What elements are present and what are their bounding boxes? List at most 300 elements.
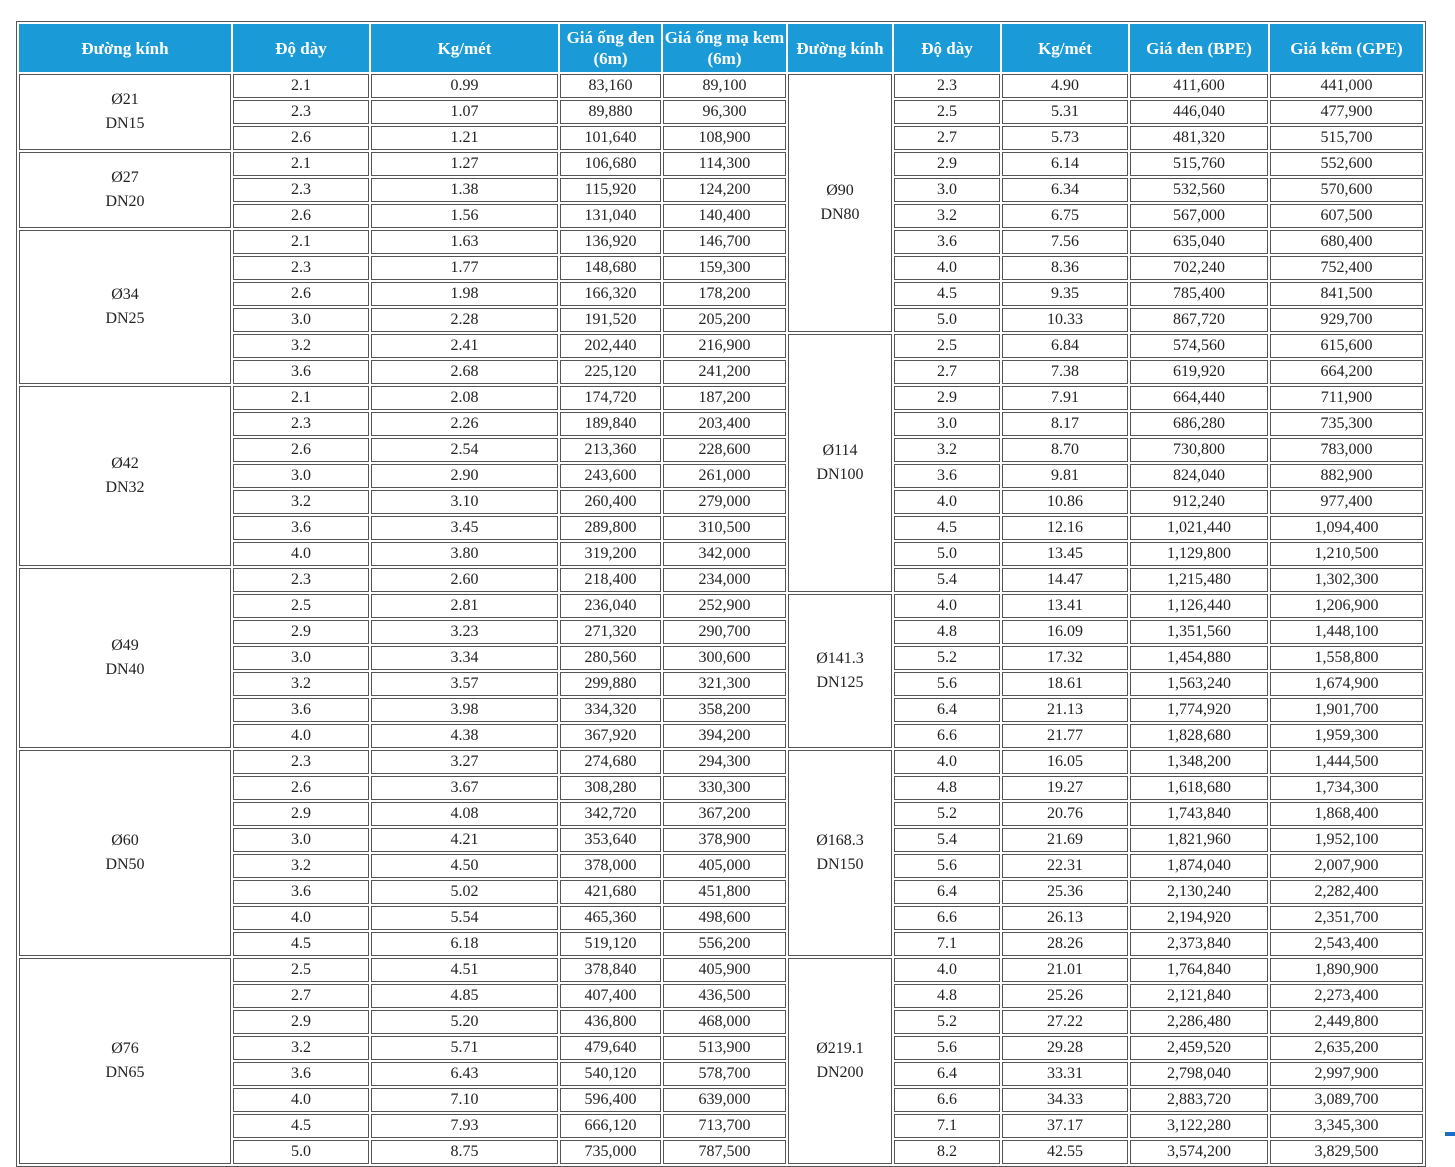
- right-thickness-cell: 4.0: [894, 490, 1000, 514]
- right-galvanized-price-cell: 882,900: [1270, 464, 1423, 488]
- right-thickness-cell: 3.0: [894, 412, 1000, 436]
- left-galvanized-price-cell: 89,100: [663, 74, 786, 98]
- right-kg-per-meter-cell: 25.26: [1002, 984, 1128, 1008]
- col-header-thickness-right: Độ dày: [894, 24, 1000, 72]
- left-thickness-cell: 3.0: [233, 464, 369, 488]
- left-diameter-group: [19, 152, 231, 228]
- left-black-price-cell: 115,920: [560, 178, 661, 202]
- right-galvanized-price-cell: 1,674,900: [1270, 672, 1423, 696]
- left-thickness-cell: 3.2: [233, 334, 369, 358]
- diameter-label: Ø168.3: [816, 832, 864, 849]
- right-galvanized-price-cell: 570,600: [1270, 178, 1423, 202]
- left-galvanized-price-cell: 294,300: [663, 750, 786, 774]
- right-galvanized-price-cell: 1,734,300: [1270, 776, 1423, 800]
- dn-label: DN200: [816, 1064, 864, 1081]
- right-thickness-cell: 4.0: [894, 594, 1000, 618]
- left-galvanized-price-cell: 124,200: [663, 178, 786, 202]
- left-kg-per-meter-cell: 3.67: [371, 776, 558, 800]
- left-black-price-cell: 191,520: [560, 308, 661, 332]
- right-kg-per-meter-cell: 8.17: [1002, 412, 1128, 436]
- left-galvanized-price-cell: 367,200: [663, 802, 786, 826]
- right-kg-per-meter-cell: 6.14: [1002, 152, 1128, 176]
- right-black-price-cell: 1,454,880: [1130, 646, 1268, 670]
- right-galvanized-price-cell: 477,900: [1270, 100, 1423, 124]
- left-thickness-cell: 2.3: [233, 100, 369, 124]
- left-black-price-cell: 342,720: [560, 802, 661, 826]
- right-kg-per-meter-cell: 21.13: [1002, 698, 1128, 722]
- right-black-price-cell: 635,040: [1130, 230, 1268, 254]
- left-galvanized-price-cell: 279,000: [663, 490, 786, 514]
- left-diameter-group: [19, 750, 231, 956]
- right-thickness-cell: 4.8: [894, 620, 1000, 644]
- diameter-label: Ø49: [111, 637, 139, 654]
- right-kg-per-meter-cell: 16.05: [1002, 750, 1128, 774]
- left-galvanized-price-cell: 451,800: [663, 880, 786, 904]
- table-body: [19, 74, 1423, 1164]
- left-kg-per-meter-cell: 1.56: [371, 204, 558, 228]
- left-kg-per-meter-cell: 1.21: [371, 126, 558, 150]
- right-kg-per-meter-cell: 37.17: [1002, 1114, 1128, 1138]
- right-galvanized-price-cell: 2,543,400: [1270, 932, 1423, 956]
- dn-label: DN32: [105, 479, 145, 496]
- right-kg-per-meter-cell: 27.22: [1002, 1010, 1128, 1034]
- right-black-price-cell: 686,280: [1130, 412, 1268, 436]
- right-kg-per-meter-cell: 5.31: [1002, 100, 1128, 124]
- right-galvanized-price-cell: 1,868,400: [1270, 802, 1423, 826]
- right-kg-per-meter-cell: 42.55: [1002, 1140, 1128, 1164]
- right-thickness-cell: 8.2: [894, 1140, 1000, 1164]
- right-galvanized-price-cell: 1,952,100: [1270, 828, 1423, 852]
- right-kg-per-meter-cell: 33.31: [1002, 1062, 1128, 1086]
- col-header-zinc-price-gpe: Giá kẽm (GPE): [1270, 24, 1423, 72]
- right-kg-per-meter-cell: 13.41: [1002, 594, 1128, 618]
- left-galvanized-price-cell: 159,300: [663, 256, 786, 280]
- right-galvanized-price-cell: 1,959,300: [1270, 724, 1423, 748]
- right-galvanized-price-cell: 1,302,300: [1270, 568, 1423, 592]
- right-galvanized-price-cell: 664,200: [1270, 360, 1423, 384]
- right-kg-per-meter-cell: 21.77: [1002, 724, 1128, 748]
- left-thickness-cell: 3.6: [233, 880, 369, 904]
- right-galvanized-price-cell: 1,210,500: [1270, 542, 1423, 566]
- left-thickness-cell: 2.3: [233, 412, 369, 436]
- right-galvanized-price-cell: 680,400: [1270, 230, 1423, 254]
- left-thickness-cell: 2.7: [233, 984, 369, 1008]
- right-black-price-cell: 446,040: [1130, 100, 1268, 124]
- right-kg-per-meter-cell: 9.35: [1002, 282, 1128, 306]
- right-black-price-cell: 515,760: [1130, 152, 1268, 176]
- left-kg-per-meter-cell: 1.27: [371, 152, 558, 176]
- right-galvanized-price-cell: 3,829,500: [1270, 1140, 1423, 1164]
- right-galvanized-price-cell: 783,000: [1270, 438, 1423, 462]
- left-thickness-cell: 4.0: [233, 542, 369, 566]
- right-kg-per-meter-cell: 22.31: [1002, 854, 1128, 878]
- right-thickness-cell: 5.2: [894, 802, 1000, 826]
- left-kg-per-meter-cell: 2.41: [371, 334, 558, 358]
- right-galvanized-price-cell: 615,600: [1270, 334, 1423, 358]
- table-row: [19, 568, 1423, 592]
- left-thickness-cell: 2.6: [233, 204, 369, 228]
- left-black-price-cell: 260,400: [560, 490, 661, 514]
- left-thickness-cell: 3.6: [233, 698, 369, 722]
- left-thickness-cell: 2.6: [233, 776, 369, 800]
- right-black-price-cell: 1,618,680: [1130, 776, 1268, 800]
- left-thickness-cell: 3.6: [233, 1062, 369, 1086]
- right-kg-per-meter-cell: 8.36: [1002, 256, 1128, 280]
- left-thickness-cell: 2.1: [233, 152, 369, 176]
- left-black-price-cell: 299,880: [560, 672, 661, 696]
- right-black-price-cell: 730,800: [1130, 438, 1268, 462]
- left-galvanized-price-cell: 241,200: [663, 360, 786, 384]
- left-diameter-group: [19, 74, 231, 150]
- left-thickness-cell: 2.3: [233, 256, 369, 280]
- left-galvanized-price-cell: 436,500: [663, 984, 786, 1008]
- left-black-price-cell: 308,280: [560, 776, 661, 800]
- right-galvanized-price-cell: 1,448,100: [1270, 620, 1423, 644]
- right-thickness-cell: 3.6: [894, 230, 1000, 254]
- right-galvanized-price-cell: 711,900: [1270, 386, 1423, 410]
- right-galvanized-price-cell: 2,007,900: [1270, 854, 1423, 878]
- right-black-price-cell: 824,040: [1130, 464, 1268, 488]
- left-black-price-cell: 274,680: [560, 750, 661, 774]
- left-thickness-cell: 2.9: [233, 802, 369, 826]
- left-black-price-cell: 166,320: [560, 282, 661, 306]
- right-galvanized-price-cell: 1,206,900: [1270, 594, 1423, 618]
- right-kg-per-meter-cell: 18.61: [1002, 672, 1128, 696]
- right-black-price-cell: 1,563,240: [1130, 672, 1268, 696]
- left-thickness-cell: 3.0: [233, 646, 369, 670]
- left-kg-per-meter-cell: 3.10: [371, 490, 558, 514]
- left-galvanized-price-cell: 114,300: [663, 152, 786, 176]
- dn-label: DN40: [105, 661, 145, 678]
- left-thickness-cell: 2.6: [233, 438, 369, 462]
- left-thickness-cell: 2.3: [233, 568, 369, 592]
- left-thickness-cell: 3.2: [233, 672, 369, 696]
- right-black-price-cell: 2,459,520: [1130, 1036, 1268, 1060]
- diameter-label: Ø21: [111, 91, 139, 108]
- left-kg-per-meter-cell: 2.08: [371, 386, 558, 410]
- right-black-price-cell: 785,400: [1130, 282, 1268, 306]
- left-black-price-cell: 378,000: [560, 854, 661, 878]
- left-kg-per-meter-cell: 6.18: [371, 932, 558, 956]
- right-kg-per-meter-cell: 6.34: [1002, 178, 1128, 202]
- left-thickness-cell: 3.6: [233, 360, 369, 384]
- right-kg-per-meter-cell: 29.28: [1002, 1036, 1128, 1060]
- left-black-price-cell: 666,120: [560, 1114, 661, 1138]
- right-thickness-cell: 4.0: [894, 958, 1000, 982]
- left-thickness-cell: 4.5: [233, 1114, 369, 1138]
- right-thickness-cell: 2.7: [894, 360, 1000, 384]
- col-header-black-price-bpe: Giá đen (BPE): [1130, 24, 1268, 72]
- right-thickness-cell: 2.5: [894, 100, 1000, 124]
- right-black-price-cell: 1,351,560: [1130, 620, 1268, 644]
- right-thickness-cell: 2.3: [894, 74, 1000, 98]
- left-thickness-cell: 3.6: [233, 516, 369, 540]
- right-black-price-cell: 481,320: [1130, 126, 1268, 150]
- right-galvanized-price-cell: 2,273,400: [1270, 984, 1423, 1008]
- right-galvanized-price-cell: 3,089,700: [1270, 1088, 1423, 1112]
- right-thickness-cell: 2.9: [894, 152, 1000, 176]
- left-galvanized-price-cell: 468,000: [663, 1010, 786, 1034]
- left-galvanized-price-cell: 252,900: [663, 594, 786, 618]
- left-black-price-cell: 421,680: [560, 880, 661, 904]
- right-black-price-cell: 2,286,480: [1130, 1010, 1268, 1034]
- right-black-price-cell: 1,126,440: [1130, 594, 1268, 618]
- steel-pipe-price-table: [16, 21, 1426, 1167]
- left-kg-per-meter-cell: 3.27: [371, 750, 558, 774]
- right-black-price-cell: 3,122,280: [1130, 1114, 1268, 1138]
- dn-label: DN125: [816, 674, 864, 691]
- left-galvanized-price-cell: 310,500: [663, 516, 786, 540]
- right-kg-per-meter-cell: 6.84: [1002, 334, 1128, 358]
- left-kg-per-meter-cell: 2.54: [371, 438, 558, 462]
- right-thickness-cell: 3.2: [894, 204, 1000, 228]
- left-galvanized-price-cell: 358,200: [663, 698, 786, 722]
- left-thickness-cell: 2.6: [233, 282, 369, 306]
- right-thickness-cell: 4.0: [894, 750, 1000, 774]
- left-black-price-cell: 519,120: [560, 932, 661, 956]
- left-black-price-cell: 174,720: [560, 386, 661, 410]
- left-galvanized-price-cell: 342,000: [663, 542, 786, 566]
- left-thickness-cell: 4.0: [233, 724, 369, 748]
- right-thickness-cell: 6.4: [894, 698, 1000, 722]
- right-thickness-cell: 4.0: [894, 256, 1000, 280]
- right-kg-per-meter-cell: 7.56: [1002, 230, 1128, 254]
- right-thickness-cell: 5.0: [894, 308, 1000, 332]
- right-black-price-cell: 1,215,480: [1130, 568, 1268, 592]
- col-header-black-pipe-price: Giá ống đen (6m): [560, 24, 661, 72]
- dn-label: DN80: [820, 206, 860, 223]
- right-galvanized-price-cell: 1,901,700: [1270, 698, 1423, 722]
- left-black-price-cell: 334,320: [560, 698, 661, 722]
- left-thickness-cell: 2.5: [233, 958, 369, 982]
- left-kg-per-meter-cell: 3.23: [371, 620, 558, 644]
- left-diameter-group: [19, 568, 231, 748]
- left-kg-per-meter-cell: 1.98: [371, 282, 558, 306]
- right-galvanized-price-cell: 752,400: [1270, 256, 1423, 280]
- right-thickness-cell: 6.6: [894, 1088, 1000, 1112]
- left-thickness-cell: 2.3: [233, 178, 369, 202]
- left-galvanized-price-cell: 578,700: [663, 1062, 786, 1086]
- right-thickness-cell: 6.6: [894, 724, 1000, 748]
- table-row: [19, 750, 1423, 774]
- left-kg-per-meter-cell: 1.38: [371, 178, 558, 202]
- right-diameter-group: [788, 958, 892, 1164]
- left-galvanized-price-cell: 261,000: [663, 464, 786, 488]
- left-black-price-cell: 218,400: [560, 568, 661, 592]
- left-black-price-cell: 367,920: [560, 724, 661, 748]
- table-row: [19, 386, 1423, 410]
- left-kg-per-meter-cell: 4.51: [371, 958, 558, 982]
- left-thickness-cell: 2.1: [233, 386, 369, 410]
- left-black-price-cell: 735,000: [560, 1140, 661, 1164]
- left-galvanized-price-cell: 228,600: [663, 438, 786, 462]
- left-kg-per-meter-cell: 2.81: [371, 594, 558, 618]
- right-thickness-cell: 7.1: [894, 932, 1000, 956]
- col-header-diameter-right: Đường kính: [788, 24, 892, 72]
- right-black-price-cell: 1,764,840: [1130, 958, 1268, 982]
- right-kg-per-meter-cell: 20.76: [1002, 802, 1128, 826]
- left-thickness-cell: 2.5: [233, 594, 369, 618]
- left-black-price-cell: 213,360: [560, 438, 661, 462]
- col-header-thickness: Độ dày: [233, 24, 369, 72]
- left-kg-per-meter-cell: 3.45: [371, 516, 558, 540]
- right-thickness-cell: 5.2: [894, 1010, 1000, 1034]
- right-black-price-cell: 664,440: [1130, 386, 1268, 410]
- right-thickness-cell: 6.4: [894, 1062, 1000, 1086]
- left-kg-per-meter-cell: 7.93: [371, 1114, 558, 1138]
- right-black-price-cell: 411,600: [1130, 74, 1268, 98]
- right-black-price-cell: 912,240: [1130, 490, 1268, 514]
- right-black-price-cell: 1,774,920: [1130, 698, 1268, 722]
- scroll-corner-marker: [1445, 1132, 1455, 1136]
- left-black-price-cell: 271,320: [560, 620, 661, 644]
- left-kg-per-meter-cell: 0.99: [371, 74, 558, 98]
- right-galvanized-price-cell: 2,635,200: [1270, 1036, 1423, 1060]
- left-kg-per-meter-cell: 5.71: [371, 1036, 558, 1060]
- right-black-price-cell: 1,828,680: [1130, 724, 1268, 748]
- diameter-label: Ø219.1: [816, 1040, 864, 1057]
- right-galvanized-price-cell: 441,000: [1270, 74, 1423, 98]
- left-black-price-cell: 596,400: [560, 1088, 661, 1112]
- left-galvanized-price-cell: 300,600: [663, 646, 786, 670]
- left-black-price-cell: 148,680: [560, 256, 661, 280]
- right-thickness-cell: 3.6: [894, 464, 1000, 488]
- dn-label: DN50: [105, 856, 145, 873]
- left-thickness-cell: 4.0: [233, 906, 369, 930]
- left-galvanized-price-cell: 203,400: [663, 412, 786, 436]
- left-thickness-cell: 2.1: [233, 230, 369, 254]
- left-galvanized-price-cell: 378,900: [663, 828, 786, 852]
- right-thickness-cell: 3.0: [894, 178, 1000, 202]
- left-black-price-cell: 106,680: [560, 152, 661, 176]
- left-kg-per-meter-cell: 3.34: [371, 646, 558, 670]
- left-diameter-group: [19, 386, 231, 566]
- left-black-price-cell: 407,400: [560, 984, 661, 1008]
- dn-label: DN25: [105, 310, 145, 327]
- dn-label: DN150: [816, 856, 864, 873]
- left-galvanized-price-cell: 205,200: [663, 308, 786, 332]
- right-kg-per-meter-cell: 6.75: [1002, 204, 1128, 228]
- left-galvanized-price-cell: 513,900: [663, 1036, 786, 1060]
- left-thickness-cell: 3.2: [233, 854, 369, 878]
- right-black-price-cell: 702,240: [1130, 256, 1268, 280]
- left-galvanized-price-cell: 713,700: [663, 1114, 786, 1138]
- left-thickness-cell: 3.2: [233, 490, 369, 514]
- left-kg-per-meter-cell: 5.20: [371, 1010, 558, 1034]
- right-diameter-group: [788, 750, 892, 956]
- left-black-price-cell: 202,440: [560, 334, 661, 358]
- left-kg-per-meter-cell: 1.77: [371, 256, 558, 280]
- diameter-label: Ø27: [111, 169, 139, 186]
- left-black-price-cell: 540,120: [560, 1062, 661, 1086]
- right-kg-per-meter-cell: 14.47: [1002, 568, 1128, 592]
- diameter-label: Ø114: [822, 442, 858, 459]
- right-thickness-cell: 4.8: [894, 776, 1000, 800]
- right-kg-per-meter-cell: 21.69: [1002, 828, 1128, 852]
- right-thickness-cell: 6.4: [894, 880, 1000, 904]
- left-black-price-cell: 136,920: [560, 230, 661, 254]
- left-kg-per-meter-cell: 4.85: [371, 984, 558, 1008]
- left-black-price-cell: 319,200: [560, 542, 661, 566]
- left-galvanized-price-cell: 140,400: [663, 204, 786, 228]
- right-galvanized-price-cell: 2,282,400: [1270, 880, 1423, 904]
- right-black-price-cell: 1,821,960: [1130, 828, 1268, 852]
- right-black-price-cell: 1,874,040: [1130, 854, 1268, 878]
- table-row: [19, 74, 1423, 98]
- right-black-price-cell: 619,920: [1130, 360, 1268, 384]
- right-kg-per-meter-cell: 8.70: [1002, 438, 1128, 462]
- right-galvanized-price-cell: 841,500: [1270, 282, 1423, 306]
- right-black-price-cell: 2,798,040: [1130, 1062, 1268, 1086]
- right-kg-per-meter-cell: 10.86: [1002, 490, 1128, 514]
- right-kg-per-meter-cell: 19.27: [1002, 776, 1128, 800]
- right-galvanized-price-cell: 2,351,700: [1270, 906, 1423, 930]
- col-header-kg-per-meter: Kg/mét: [371, 24, 558, 72]
- left-galvanized-price-cell: 556,200: [663, 932, 786, 956]
- left-kg-per-meter-cell: 8.75: [371, 1140, 558, 1164]
- dn-label: DN15: [105, 115, 145, 132]
- right-kg-per-meter-cell: 4.90: [1002, 74, 1128, 98]
- right-galvanized-price-cell: 1,558,800: [1270, 646, 1423, 670]
- left-kg-per-meter-cell: 7.10: [371, 1088, 558, 1112]
- right-black-price-cell: 567,000: [1130, 204, 1268, 228]
- right-galvanized-price-cell: 735,300: [1270, 412, 1423, 436]
- left-thickness-cell: 4.5: [233, 932, 369, 956]
- right-black-price-cell: 3,574,200: [1130, 1140, 1268, 1164]
- dn-label: DN20: [105, 193, 145, 210]
- right-thickness-cell: 7.1: [894, 1114, 1000, 1138]
- left-galvanized-price-cell: 216,900: [663, 334, 786, 358]
- left-kg-per-meter-cell: 4.21: [371, 828, 558, 852]
- left-galvanized-price-cell: 178,200: [663, 282, 786, 306]
- left-kg-per-meter-cell: 6.43: [371, 1062, 558, 1086]
- left-black-price-cell: 479,640: [560, 1036, 661, 1060]
- right-galvanized-price-cell: 1,890,900: [1270, 958, 1423, 982]
- right-thickness-cell: 5.4: [894, 568, 1000, 592]
- left-black-price-cell: 465,360: [560, 906, 661, 930]
- right-black-price-cell: 2,194,920: [1130, 906, 1268, 930]
- left-black-price-cell: 83,160: [560, 74, 661, 98]
- left-diameter-group: [19, 230, 231, 384]
- right-thickness-cell: 4.5: [894, 282, 1000, 306]
- table-row: [19, 958, 1423, 982]
- diameter-label: Ø90: [826, 182, 854, 199]
- diameter-label: Ø60: [111, 832, 139, 849]
- left-kg-per-meter-cell: 4.08: [371, 802, 558, 826]
- left-galvanized-price-cell: 187,200: [663, 386, 786, 410]
- left-galvanized-price-cell: 394,200: [663, 724, 786, 748]
- left-diameter-group: [19, 958, 231, 1164]
- col-header-diameter: Đường kính: [19, 24, 231, 72]
- left-kg-per-meter-cell: 4.38: [371, 724, 558, 748]
- left-galvanized-price-cell: 639,000: [663, 1088, 786, 1112]
- left-black-price-cell: 89,880: [560, 100, 661, 124]
- left-galvanized-price-cell: 787,500: [663, 1140, 786, 1164]
- right-kg-per-meter-cell: 17.32: [1002, 646, 1128, 670]
- right-thickness-cell: 5.6: [894, 672, 1000, 696]
- left-galvanized-price-cell: 498,600: [663, 906, 786, 930]
- right-thickness-cell: 4.8: [894, 984, 1000, 1008]
- left-thickness-cell: 2.9: [233, 1010, 369, 1034]
- right-galvanized-price-cell: 3,345,300: [1270, 1114, 1423, 1138]
- right-black-price-cell: 1,743,840: [1130, 802, 1268, 826]
- right-black-price-cell: 867,720: [1130, 308, 1268, 332]
- right-kg-per-meter-cell: 13.45: [1002, 542, 1128, 566]
- left-galvanized-price-cell: 330,300: [663, 776, 786, 800]
- header-row: [19, 24, 1423, 72]
- right-black-price-cell: 2,373,840: [1130, 932, 1268, 956]
- left-black-price-cell: 353,640: [560, 828, 661, 852]
